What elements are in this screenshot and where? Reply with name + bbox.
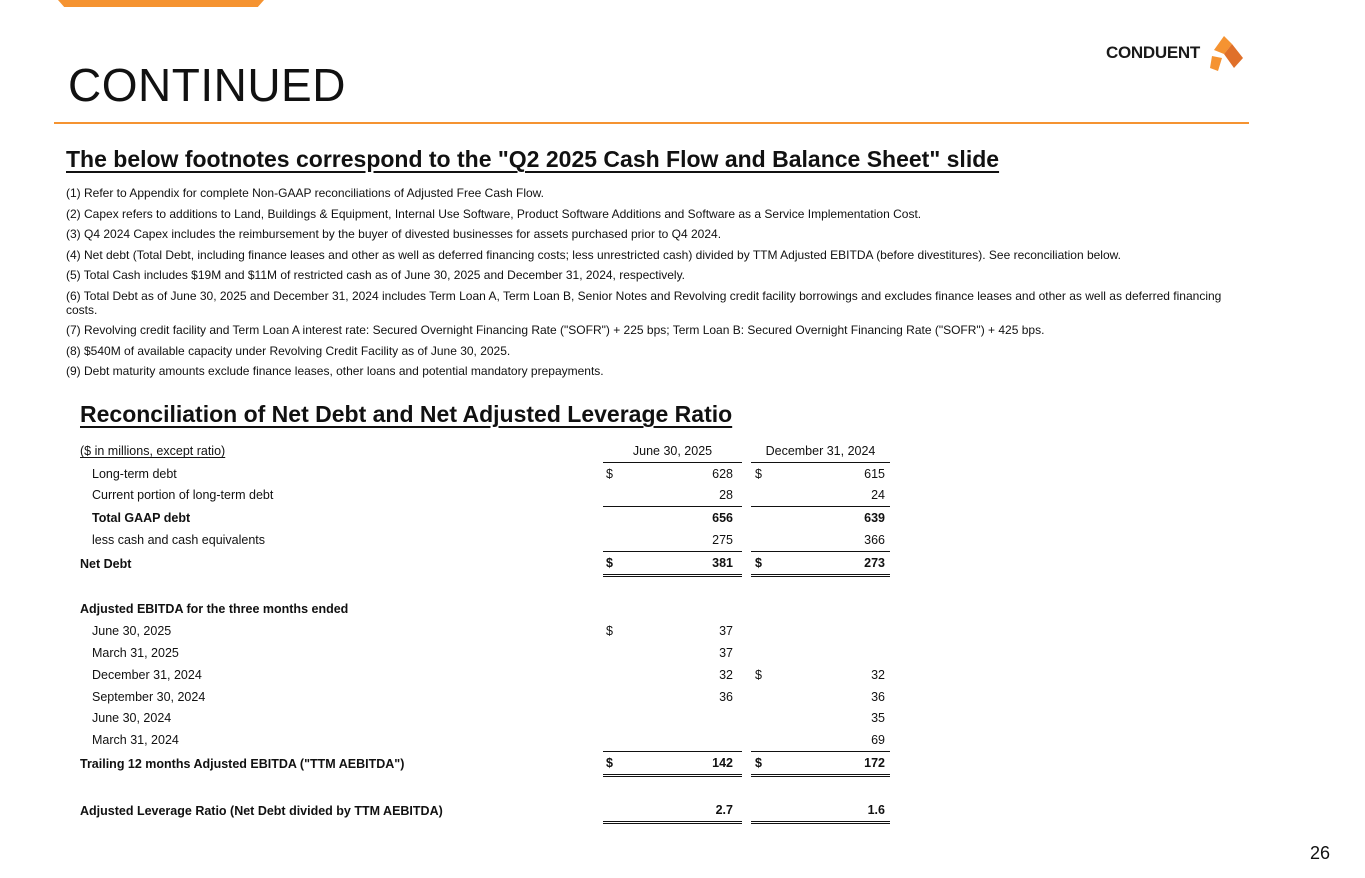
row-label: Net Debt [80, 556, 132, 571]
row-label: Current portion of long-term debt [92, 488, 274, 503]
value-dec-2024 [777, 642, 890, 664]
footnote-8: (8) $540M of available capacity under Revolving Credit Facility as of June 30, 2025. [66, 343, 511, 358]
currency-sign [751, 485, 777, 507]
currency-sign [603, 729, 628, 751]
currency-sign: $ [606, 624, 613, 639]
currency-sign: $ [755, 466, 762, 481]
row-label: Adjusted EBITDA for the three months ended [80, 602, 349, 617]
footnote-3: (3) Q4 2024 Capex includes the reimbursement by the buyer of divested businesses for assets purchased prior to Q4 2024. [66, 227, 722, 241]
value-june-2025: 628 [712, 466, 733, 481]
value-dec-2024 [777, 620, 890, 642]
value-dec-2024: 35 [871, 711, 885, 726]
footnote-9: (9) Debt maturity amounts exclude finance leases, other loans and potential mandatory prepayments. [66, 364, 604, 378]
conduent-logo [1106, 34, 1246, 72]
currency-sign: $ [755, 667, 762, 682]
table-spacer [80, 777, 890, 799]
row-label: June 30, 2024 [92, 711, 172, 726]
currency-sign [751, 729, 777, 751]
value-dec-2024: 36 [871, 689, 885, 704]
value-june-2025: 32 [719, 667, 733, 682]
currency-sign [603, 642, 628, 664]
currency-sign [603, 506, 628, 529]
row-label: December 31, 2024 [92, 667, 202, 682]
value-dec-2024: 639 [777, 506, 890, 529]
value-dec-2024: 24 [871, 488, 885, 503]
table-row-ebitda-mar-2024 [80, 729, 890, 751]
footnotes-title: The below footnotes correspond to the "Q2 2025 Cash Flow and Balance Sheet" slide [66, 146, 1000, 172]
value-june-2025: 381 [628, 551, 742, 577]
reconciliation-title: Reconciliation of Net Debt and Net Adjusted Leverage Ratio [80, 401, 733, 427]
currency-sign: $ [606, 466, 613, 481]
top-accent-bar [58, 0, 264, 7]
row-label: June 30, 2025 [92, 624, 172, 639]
footnote-4: (4) Net debt (Total Debt, including finance leases and other as well as deferred financing costs; less unrestricted cash) divided by TTM Adjusted EBITDA (before divestitures). See reconciliation below. [66, 247, 1121, 262]
footnotes-list [66, 186, 1256, 385]
footnote-5: (5) Total Cash includes $19M and $11M of restricted cash as of June 30, 2025 and December 31, 2024, respectively. [66, 268, 686, 282]
row-label: Adjusted Leverage Ratio (Net Debt divided by TTM AEBITDA) [80, 804, 443, 819]
table-row-total-gaap-debt [80, 506, 890, 529]
row-label: March 31, 2024 [92, 733, 179, 748]
currency-sign [603, 485, 628, 507]
currency-sign [603, 664, 628, 686]
value-june-2025: 37 [719, 624, 733, 639]
col-header-june-2025: June 30, 2025 [603, 440, 742, 463]
table-row-current-portion [80, 485, 890, 507]
currency-sign [603, 799, 628, 824]
table-spacer [80, 577, 890, 599]
value-june-2025: 28 [719, 488, 733, 503]
footnote-2: (2) Capex refers to additions to Land, Buildings & Equipment, Internal Use Software, Product Software Additions and Software as a Service Implementation Cost. [66, 206, 922, 221]
currency-sign [751, 506, 777, 529]
value-dec-2024: 172 [777, 751, 890, 777]
row-label: Trailing 12 months Adjusted EBITDA ("TTM AEBITDA") [80, 757, 405, 772]
value-dec-2024: 1.6 [777, 799, 890, 824]
page-number: 26 [1309, 843, 1330, 863]
currency-sign [751, 708, 777, 730]
currency-sign: $ [751, 751, 777, 777]
table-row-ebitda-sep-2024 [80, 686, 890, 708]
table-row-less-cash [80, 529, 890, 551]
table-row-long-term-debt [80, 463, 890, 485]
table-row-ebitda-dec-2024 [80, 664, 890, 686]
value-june-2025 [628, 729, 742, 751]
row-label: September 30, 2024 [92, 689, 206, 704]
row-label: March 31, 2025 [92, 646, 179, 661]
value-dec-2024: 69 [871, 733, 885, 748]
value-june-2025: 37 [719, 646, 733, 661]
table-row-leverage-ratio [80, 799, 890, 824]
currency-sign [603, 529, 628, 551]
currency-sign [603, 708, 628, 730]
value-june-2025: 2.7 [628, 799, 742, 824]
value-june-2025: 36 [719, 689, 733, 704]
value-dec-2024: 32 [871, 667, 885, 682]
currency-sign: $ [751, 551, 777, 577]
currency-sign: $ [603, 751, 628, 777]
unit-label: ($ in millions, except ratio) [80, 444, 226, 459]
value-june-2025: 656 [628, 506, 742, 529]
value-june-2025: 275 [712, 533, 733, 548]
page-title: CONTINUED [68, 59, 346, 111]
value-june-2025 [628, 708, 742, 730]
table-row-net-debt [80, 551, 890, 577]
currency-sign [751, 686, 777, 708]
table-header-row [80, 440, 890, 463]
currency-sign: $ [603, 551, 628, 577]
footnote-7: (7) Revolving credit facility and Term Loan A interest rate: Secured Overnight Financing Rate ("SOFR") + 225 bps; Term Loan B: Secured Overnight Financing Rate ("SOFR") + 425 bps. [66, 323, 1045, 337]
value-dec-2024: 615 [864, 466, 885, 481]
currency-sign [751, 799, 777, 824]
table-row-ttm-aebitda [80, 751, 890, 777]
value-dec-2024: 366 [864, 533, 885, 548]
table-row-ebitda-header [80, 599, 890, 621]
reconciliation-table [80, 440, 890, 824]
table-row-ebitda-jun-2024 [80, 708, 890, 730]
footnote-6: (6) Total Debt as of June 30, 2025 and December 31, 2024 includes Term Loan A, Term Loan B, Senior Notes and Revolving credit facility borrowings and excludes finance leases and other as well as deferred financing costs. [66, 288, 1222, 317]
row-label: less cash and cash equivalents [92, 533, 266, 548]
currency-sign [751, 642, 777, 664]
table-row-ebitda-jun-2025 [80, 620, 890, 642]
col-header-dec-2024: December 31, 2024 [751, 440, 890, 463]
row-label: Long-term debt [92, 466, 177, 481]
footnote-1: (1) Refer to Appendix for complete Non-GAAP reconciliations of Adjusted Free Cash Flow. [66, 186, 545, 200]
currency-sign [751, 620, 777, 642]
title-divider [54, 122, 1249, 124]
row-label: Total GAAP debt [92, 510, 191, 525]
logo-text: CONDUENT [1106, 43, 1200, 62]
value-june-2025: 142 [628, 751, 742, 777]
value-dec-2024: 273 [777, 551, 890, 577]
currency-sign [603, 686, 628, 708]
currency-sign [751, 529, 777, 551]
table-row-ebitda-mar-2025 [80, 642, 890, 664]
conduent-logo-icon [1206, 34, 1246, 72]
